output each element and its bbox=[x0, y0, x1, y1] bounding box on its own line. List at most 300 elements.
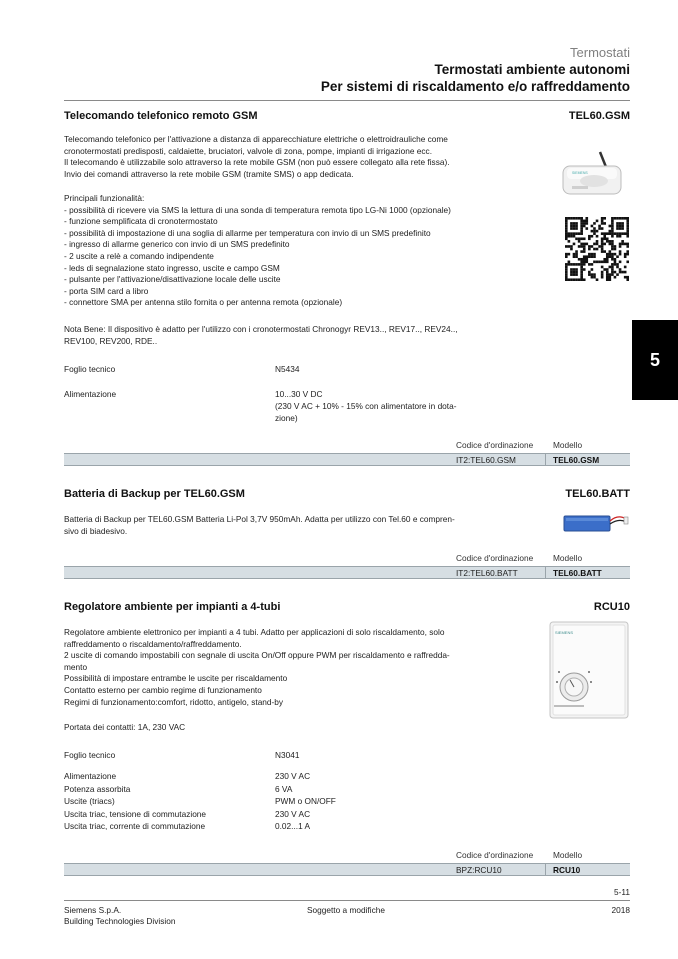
qr-module bbox=[606, 271, 609, 274]
contacts-line: Portata dei contatti: 1A, 230 VAC bbox=[64, 722, 186, 732]
qr-module bbox=[619, 227, 622, 230]
qr-module bbox=[611, 220, 614, 223]
qr-module bbox=[593, 261, 596, 264]
contacts-rcu10 bbox=[64, 722, 494, 734]
qr-module bbox=[568, 217, 571, 220]
feature-item: - porta SIM card a libro bbox=[64, 285, 149, 296]
qr-module bbox=[580, 258, 583, 261]
order-code: IT2:TEL60.BATT bbox=[456, 568, 518, 578]
qr-module bbox=[591, 253, 594, 256]
qr-module bbox=[624, 243, 627, 246]
qr-module bbox=[601, 222, 604, 225]
qr-module bbox=[611, 253, 614, 256]
qr-module bbox=[588, 235, 591, 238]
qr-module bbox=[580, 232, 583, 235]
qr-module bbox=[565, 235, 568, 238]
qr-code-image bbox=[565, 217, 629, 281]
order-model: TEL60.GSM bbox=[553, 455, 600, 465]
feature-item: - possibilità di ricevere via SMS la lettura di una sonda di temperatura remota tipo LG-Ni 1000 (opzionale) bbox=[64, 204, 451, 215]
spec-label: Alimentazione bbox=[64, 771, 117, 781]
qr-module bbox=[593, 253, 596, 256]
qr-module bbox=[591, 235, 594, 238]
qr-module bbox=[575, 225, 578, 228]
qr-module bbox=[609, 278, 612, 281]
company-name bbox=[64, 905, 175, 927]
qr-module bbox=[606, 268, 609, 271]
qr-module bbox=[614, 232, 617, 235]
qr-module bbox=[606, 232, 609, 235]
section-title-tel60gsm: Telecomando telefonico remoto GSM bbox=[64, 110, 258, 122]
qr-module bbox=[570, 232, 573, 235]
qr-module bbox=[575, 268, 578, 271]
qr-module bbox=[580, 250, 583, 253]
qr-module bbox=[614, 245, 617, 248]
qr-module bbox=[626, 250, 629, 253]
qr-module bbox=[591, 268, 594, 271]
qr-module bbox=[616, 222, 619, 225]
qr-module bbox=[603, 235, 606, 238]
qr-module bbox=[585, 222, 588, 225]
qr-module bbox=[565, 266, 568, 269]
qr-module bbox=[614, 253, 617, 256]
qr-module bbox=[573, 255, 576, 258]
qr-module bbox=[568, 240, 571, 243]
qr-module bbox=[619, 217, 622, 220]
qr-module bbox=[609, 243, 612, 246]
qr-module bbox=[570, 245, 573, 248]
qr-module bbox=[580, 217, 583, 220]
spec-label: Potenza assorbita bbox=[64, 783, 131, 794]
qr-module bbox=[601, 243, 604, 246]
qr-module bbox=[575, 278, 578, 281]
qr-module bbox=[621, 217, 624, 220]
order-divider bbox=[545, 567, 546, 578]
order-code: IT2:TEL60.GSM bbox=[456, 455, 516, 465]
qr-module bbox=[619, 232, 622, 235]
spec-label: Alimentazione bbox=[64, 389, 117, 399]
order-code-label: Codice d'ordinazione bbox=[456, 440, 534, 450]
qr-module bbox=[580, 225, 583, 228]
qr-module bbox=[580, 220, 583, 223]
qr-module bbox=[570, 273, 573, 276]
qr-module bbox=[611, 268, 614, 271]
order-code: BPZ:RCU10 bbox=[456, 865, 502, 875]
qr-module bbox=[591, 255, 594, 258]
order-header bbox=[456, 850, 583, 860]
qr-module bbox=[588, 263, 591, 266]
qr-module bbox=[591, 276, 594, 279]
qr-module bbox=[611, 232, 614, 235]
qr-module bbox=[585, 261, 588, 264]
qr-module bbox=[583, 222, 586, 225]
qr-module bbox=[626, 227, 629, 230]
qr-module bbox=[580, 268, 583, 271]
qr-module bbox=[601, 227, 604, 230]
qr-module bbox=[583, 225, 586, 228]
description-line: sivo di biadesivo. bbox=[64, 525, 128, 536]
qr-module bbox=[588, 271, 591, 274]
tel60gsm-device-image bbox=[560, 150, 628, 200]
qr-module bbox=[601, 250, 604, 253]
qr-module bbox=[601, 248, 604, 251]
qr-module bbox=[575, 227, 578, 230]
qr-module bbox=[578, 237, 581, 240]
qr-module bbox=[611, 230, 614, 233]
qr-module bbox=[593, 243, 596, 246]
qr-module bbox=[601, 266, 604, 269]
spec-value: 0.02...1 A bbox=[275, 821, 311, 832]
qr-module bbox=[585, 227, 588, 230]
qr-module bbox=[588, 273, 591, 276]
qr-module bbox=[583, 243, 586, 246]
qr-module bbox=[568, 235, 571, 238]
qr-module bbox=[606, 258, 609, 261]
qr-module bbox=[578, 245, 581, 248]
qr-module bbox=[591, 263, 594, 266]
order-divider bbox=[545, 864, 546, 875]
qr-module bbox=[565, 268, 568, 271]
feature-item: - 2 uscite a relè a comando indipendente bbox=[64, 250, 214, 261]
order-code-label: Codice d'ordinazione bbox=[456, 553, 534, 563]
qr-module bbox=[573, 253, 576, 256]
qr-module bbox=[616, 263, 619, 266]
qr-module bbox=[606, 273, 609, 276]
qr-module bbox=[585, 220, 588, 223]
qr-module bbox=[609, 266, 612, 269]
qr-module bbox=[609, 230, 612, 233]
qr-module bbox=[619, 245, 622, 248]
qr-module bbox=[573, 263, 576, 266]
qr-module bbox=[611, 240, 614, 243]
qr-module bbox=[570, 268, 573, 271]
qr-module bbox=[603, 232, 606, 235]
qr-module bbox=[583, 278, 586, 281]
qr-module bbox=[565, 245, 568, 248]
order-model-label: Modello bbox=[553, 440, 583, 450]
qr-module bbox=[568, 261, 571, 264]
qr-module bbox=[565, 273, 568, 276]
qr-module bbox=[583, 255, 586, 258]
qr-module bbox=[596, 240, 599, 243]
qr-module bbox=[611, 271, 614, 274]
qr-module bbox=[611, 263, 614, 266]
qr-module bbox=[603, 222, 606, 225]
qr-module bbox=[611, 255, 614, 258]
qr-module bbox=[580, 276, 583, 279]
qr-module bbox=[575, 232, 578, 235]
qr-module bbox=[601, 271, 604, 274]
qr-module bbox=[616, 225, 619, 228]
description-line: cronotermostati predisposti, caldaiette, bruciatori, valvole di zona, pompe, impianti di irrigazione ecc. bbox=[64, 145, 433, 156]
qr-module bbox=[601, 261, 604, 264]
qr-module bbox=[614, 261, 617, 264]
description-line: Batteria di Backup per TEL60.GSM Batteria Li-Pol 3,7V 950mAh. Adatta per utilizzo con Tel.60 e compren- bbox=[64, 514, 455, 524]
qr-module bbox=[588, 237, 591, 240]
qr-module bbox=[593, 276, 596, 279]
qr-module bbox=[614, 258, 617, 261]
category-title: Termostati bbox=[570, 45, 630, 60]
qr-module bbox=[606, 237, 609, 240]
page-number: 5-11 bbox=[614, 887, 630, 897]
qr-module bbox=[565, 220, 568, 223]
qr-module bbox=[593, 230, 596, 233]
qr-module bbox=[611, 245, 614, 248]
qr-module bbox=[601, 232, 604, 235]
qr-module bbox=[565, 222, 568, 225]
qr-module bbox=[621, 232, 624, 235]
qr-module bbox=[624, 217, 627, 220]
qr-module bbox=[580, 222, 583, 225]
description-tel60batt bbox=[64, 514, 494, 537]
qr-module bbox=[616, 232, 619, 235]
qr-module bbox=[580, 271, 583, 274]
qr-module bbox=[624, 255, 627, 258]
qr-module bbox=[614, 271, 617, 274]
section-code-tel60gsm: TEL60.GSM bbox=[568, 110, 630, 122]
qr-module bbox=[568, 232, 571, 235]
description-line: Regolatore ambiente elettronico per impianti a 4 tubi. Adatto per applicazioni di solo riscaldamento, solo bbox=[64, 627, 445, 637]
qr-module bbox=[593, 255, 596, 258]
qr-module bbox=[614, 276, 617, 279]
qr-module bbox=[603, 268, 606, 271]
section-title-rcu10: Regolatore ambiente per impianti a 4-tubi bbox=[64, 601, 281, 613]
feature-item: - ingresso di allarme generico con invio di un SMS predefinito bbox=[64, 239, 290, 250]
features-tel60gsm bbox=[64, 193, 494, 309]
qr-module bbox=[601, 217, 604, 220]
qr-module bbox=[609, 240, 612, 243]
qr-module bbox=[588, 255, 591, 258]
qr-module bbox=[626, 253, 629, 256]
section-code-rcu10: RCU10 bbox=[593, 601, 630, 613]
qr-module bbox=[619, 222, 622, 225]
spec-value: 230 V AC bbox=[275, 808, 311, 819]
rcu10-device-image bbox=[548, 620, 630, 720]
qr-module bbox=[565, 237, 568, 240]
qr-module bbox=[583, 220, 586, 223]
qr-module bbox=[578, 217, 581, 220]
qr-module bbox=[609, 232, 612, 235]
qr-module bbox=[626, 230, 629, 233]
qr-module bbox=[601, 245, 604, 248]
qr-module bbox=[580, 278, 583, 281]
order-model-label: Modello bbox=[553, 850, 583, 860]
company-line: Siemens S.p.A. bbox=[64, 905, 122, 915]
qr-module bbox=[601, 276, 604, 279]
qr-module bbox=[626, 245, 629, 248]
qr-module bbox=[609, 253, 612, 256]
qr-module bbox=[624, 232, 627, 235]
qr-module bbox=[611, 225, 614, 228]
qr-module bbox=[616, 273, 619, 276]
qr-module bbox=[606, 278, 609, 281]
qr-module bbox=[573, 227, 576, 230]
section-code-tel60batt: TEL60.BATT bbox=[565, 488, 630, 500]
qr-module bbox=[603, 217, 606, 220]
qr-module bbox=[601, 237, 604, 240]
qr-module bbox=[611, 235, 614, 238]
qr-module bbox=[609, 225, 612, 228]
qr-module bbox=[591, 245, 594, 248]
qr-module bbox=[596, 235, 599, 238]
description-line: Il telecomando è utilizzabile solo attraverso la rete mobile GSM (non può essere collegato alla rete fissa). bbox=[64, 157, 450, 168]
qr-module bbox=[611, 217, 614, 220]
description-line: Contatto esterno per cambio regime di funzionamento bbox=[64, 684, 262, 695]
qr-module bbox=[580, 245, 583, 248]
qr-module bbox=[621, 243, 624, 246]
note-line: Nota Bene: Il dispositivo è adatto per l'utilizzo con i cronotermostati Chronogyr REV13.., REV17.., REV24.., bbox=[64, 324, 458, 334]
qr-module bbox=[585, 255, 588, 258]
qr-module bbox=[585, 243, 588, 246]
qr-module bbox=[573, 217, 576, 220]
qr-module bbox=[601, 220, 604, 223]
order-model-label: Modello bbox=[553, 553, 583, 563]
qr-module bbox=[565, 225, 568, 228]
qr-module bbox=[626, 278, 629, 281]
qr-module bbox=[603, 261, 606, 264]
spec-label: Foglio tecnico bbox=[64, 750, 116, 760]
header-divider bbox=[64, 100, 630, 101]
order-model: RCU10 bbox=[553, 865, 581, 875]
qr-module bbox=[565, 263, 568, 266]
spec-label: Foglio tecnico bbox=[64, 364, 116, 374]
feature-item: - connettore SMA per antenna stilo fornita o per antenna remota (opzionale) bbox=[64, 297, 343, 308]
qr-module bbox=[611, 258, 614, 261]
qr-module bbox=[565, 255, 568, 258]
qr-module bbox=[575, 271, 578, 274]
qr-module bbox=[570, 222, 573, 225]
qr-module bbox=[614, 248, 617, 251]
qr-module bbox=[573, 271, 576, 274]
qr-module bbox=[606, 276, 609, 279]
qr-module bbox=[580, 227, 583, 230]
qr-module bbox=[578, 278, 581, 281]
description-line: Possibilità di impostare entrambe le uscite per riscaldamento bbox=[64, 673, 288, 684]
qr-module bbox=[585, 217, 588, 220]
qr-module bbox=[598, 225, 601, 228]
qr-module bbox=[606, 253, 609, 256]
qr-module bbox=[614, 263, 617, 266]
qr-module bbox=[614, 217, 617, 220]
qr-module bbox=[570, 235, 573, 238]
qr-module bbox=[593, 227, 596, 230]
qr-module bbox=[568, 263, 571, 266]
spec-value: PWM o ON/OFF bbox=[275, 796, 336, 807]
qr-module bbox=[619, 235, 622, 238]
qr-module bbox=[583, 263, 586, 266]
qr-module bbox=[570, 278, 573, 281]
qr-module bbox=[624, 276, 627, 279]
qr-module bbox=[598, 227, 601, 230]
qr-module bbox=[583, 261, 586, 264]
qr-module bbox=[624, 266, 627, 269]
qr-module bbox=[593, 232, 596, 235]
qr-module bbox=[575, 222, 578, 225]
qr-module bbox=[626, 243, 629, 246]
description-line: Regimi di funzionamento:comfort, ridotto, antigelo, stand-by bbox=[64, 696, 284, 707]
qr-module bbox=[573, 278, 576, 281]
feature-item: - funzione semplificata di cronotermostato bbox=[64, 216, 218, 227]
qr-module bbox=[611, 243, 614, 246]
page-subtitle: Per sistemi di riscaldamento e/o raffreddamento bbox=[320, 79, 630, 94]
qr-module bbox=[596, 261, 599, 264]
qr-module bbox=[575, 273, 578, 276]
qr-module bbox=[588, 248, 591, 251]
qr-module bbox=[568, 245, 571, 248]
spec-value: zione) bbox=[275, 413, 298, 423]
qr-module bbox=[593, 248, 596, 251]
qr-module bbox=[570, 225, 573, 228]
description-line: mento bbox=[64, 661, 88, 672]
qr-module bbox=[619, 225, 622, 228]
qr-module bbox=[621, 225, 624, 228]
qr-module bbox=[583, 268, 586, 271]
note-line: REV100, REV200, RDE.. bbox=[64, 335, 158, 346]
qr-module bbox=[626, 220, 629, 223]
qr-module bbox=[626, 235, 629, 238]
qr-module bbox=[619, 268, 622, 271]
qr-module bbox=[578, 232, 581, 235]
description-line: 2 uscite di comando impostabili con segnale di uscita On/Off oppure PWM per riscaldamento e raffredda- bbox=[64, 650, 450, 661]
qr-module bbox=[580, 263, 583, 266]
specs-tel60gsm bbox=[64, 363, 494, 433]
qr-module bbox=[580, 243, 583, 246]
qr-module bbox=[603, 237, 606, 240]
qr-module bbox=[593, 273, 596, 276]
page-title: Termostati ambiente autonomi bbox=[434, 62, 630, 77]
feature-item: - leds di segnalazione stato ingresso, uscite e campo GSM bbox=[64, 262, 280, 273]
device-brand: SIEMENS bbox=[555, 630, 574, 635]
qr-module bbox=[598, 261, 601, 264]
note-tel60gsm bbox=[64, 324, 494, 347]
order-row-tel60gsm bbox=[64, 453, 630, 466]
qr-module bbox=[626, 261, 629, 264]
qr-module bbox=[606, 261, 609, 264]
qr-module bbox=[609, 250, 612, 253]
qr-module bbox=[603, 243, 606, 246]
qr-module bbox=[619, 271, 622, 274]
qr-module bbox=[603, 258, 606, 261]
chapter-tab[interactable]: 5 bbox=[632, 320, 678, 400]
qr-module bbox=[565, 276, 568, 279]
qr-module bbox=[565, 217, 568, 220]
spec-value: N5434 bbox=[275, 364, 300, 374]
qr-module bbox=[596, 220, 599, 223]
qr-module bbox=[580, 261, 583, 264]
qr-module bbox=[573, 225, 576, 228]
order-code-label: Codice d'ordinazione bbox=[456, 850, 534, 860]
qr-module bbox=[621, 222, 624, 225]
qr-module bbox=[585, 258, 588, 261]
spec-label: Uscite (triacs) bbox=[64, 796, 115, 807]
description-line: Telecomando telefonico per l'attivazione a distanza di apparecchiature elettriche o elettroidrauliche come bbox=[64, 134, 448, 144]
qr-module bbox=[591, 225, 594, 228]
qr-module bbox=[616, 235, 619, 238]
qr-module bbox=[606, 240, 609, 243]
qr-module bbox=[611, 227, 614, 230]
section-title-tel60batt: Batteria di Backup per TEL60.GSM bbox=[64, 488, 245, 500]
order-model: TEL60.BATT bbox=[553, 568, 602, 578]
qr-module bbox=[598, 245, 601, 248]
qr-module bbox=[583, 237, 586, 240]
qr-module bbox=[611, 222, 614, 225]
year: 2018 bbox=[611, 905, 630, 915]
qr-module bbox=[601, 240, 604, 243]
qr-module bbox=[580, 230, 583, 233]
qr-module bbox=[588, 253, 591, 256]
qr-module bbox=[596, 248, 599, 251]
specs-rcu10-sheet bbox=[64, 749, 494, 763]
spec-label: Uscita triac, corrente di commutazione bbox=[64, 821, 206, 832]
